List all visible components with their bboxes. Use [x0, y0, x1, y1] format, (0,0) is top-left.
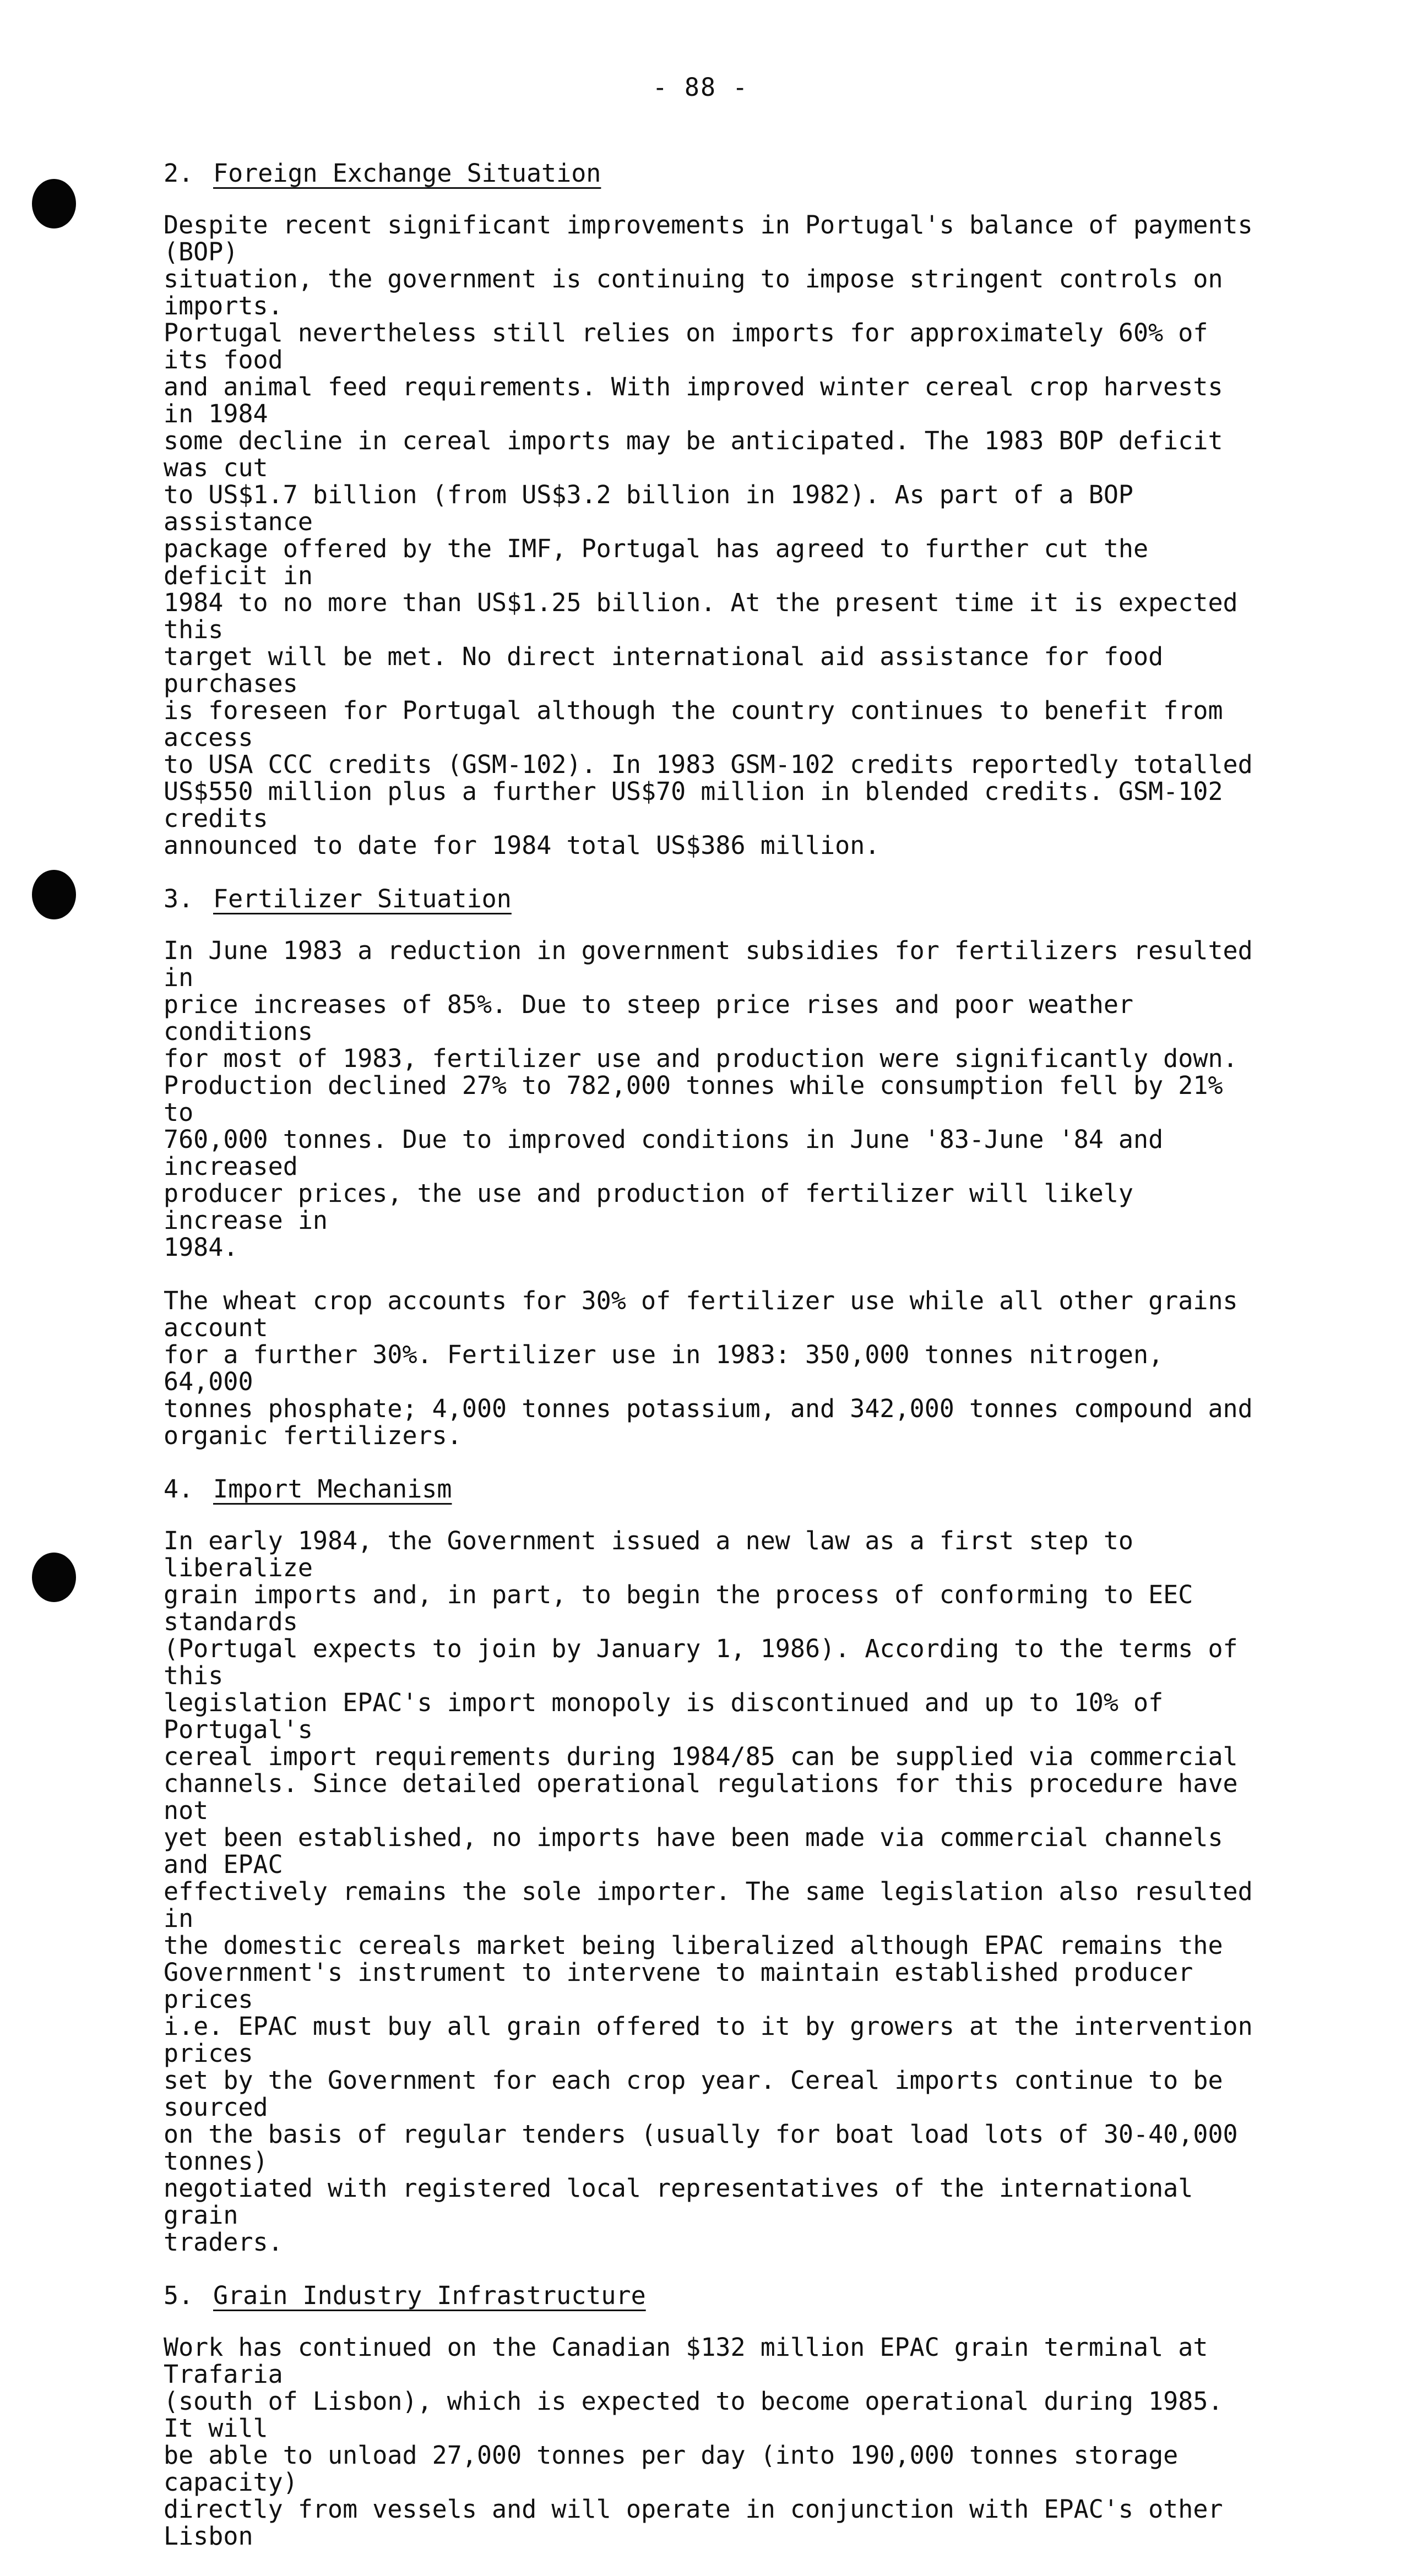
paragraph: Despite recent significant improvements in Portugal's balance of payments (BOP) situation, the government is continuing to impose stringent controls on imports. Portugal nevertheless still relies on imports for approximately 60% of its food and animal feed requirements. With improved winter cereal crop harvests in 1984 some decline in cereal imports may be anticipated. The 1983 BOP deficit was cut to US$1.7 billion (from US$3.2 billion in 1982). As part of a BOP assistance package offered by the IMF, Portugal has agreed to further cut the deficit in 1984 to no more than US$1.25 billion. At the present time it is expected this target will be met. No direct international aid assistance for food purchases is foreseen for Portugal although the country continues to benefit from access to USA CCC credits (GSM-102). In 1983 GSM-102 credits reportedly totalled US$550 million plus a further US$70 million in blended credits. GSM-102 credits announced to date for 1984 total US$386 million. [164, 210, 1253, 860]
section-number: 5. [164, 2281, 194, 2310]
section-title: Grain Industry Infrastructure [213, 2281, 646, 2310]
punch-hole-bottom [32, 1553, 76, 1602]
punch-hole-top [32, 179, 76, 228]
section-grain-infrastructure [164, 2282, 1259, 2550]
section-number: 2. [164, 159, 194, 188]
paragraph: In June 1983 a reduction in government subsidies for fertilizers resulted in price increases of 85%. Due to steep price rises and poor weather conditions for most of 1983, fertilizer use and production were significantly down. Production declined 27% to 782,000 tonnes while consumption fell by 21% to 760,000 tonnes. Due to improved conditions in June '83-June '84 and increased producer prices, the use and production of fertilizer will likely increase in 1984. [164, 936, 1253, 1262]
punch-hole-middle [32, 870, 76, 919]
section-heading [164, 885, 1259, 913]
document-body [164, 160, 1259, 2576]
section-import-mechanism [164, 1475, 1259, 2256]
section-number: 3. [164, 884, 194, 913]
paragraph: The wheat crop accounts for 30% of fertilizer use while all other grains account for a further 30%. Fertilizer use in 1983: 350,000 tonnes nitrogen, 64,000 tonnes phosphate; 4,000 tonnes potassium, and 342,000 tonnes compound and organic fertilizers. [164, 1286, 1253, 1450]
page-number: - 88 - [652, 73, 749, 102]
section-number: 4. [164, 1474, 194, 1504]
paragraph: In early 1984, the Government issued a new law as a first step to liberalize grain imports and, in part, to begin the process of conforming to EEC standards (Portugal expects to join by January 1, 1986). According to the terms of this legislation EPAC's import monopoly is discontinued and up to 10% of Portugal's cereal import requirements during 1984/85 can be supplied via commercial channels. Since detailed operational regulations for this procedure have not yet been established, no imports have been made via commercial channels and EPAC effectively remains the sole importer. The same legislation also resulted in the domestic cereals market being liberalized although EPAC remains the Government's instrument to intervene to maintain established producer prices i.e. EPAC must buy all grain offered to it by growers at the intervention prices set by the Government for each crop year. Cereal imports continue to be sourced on the basis of regular tenders (usually for boat load lots of 30-40,000 tonnes) negotiated with registered local representatives of the international grain traders. [164, 1526, 1253, 2257]
section-title: Fertilizer Situation [213, 884, 512, 913]
section-heading [164, 1475, 1259, 1503]
section-heading [164, 2282, 1259, 2310]
section-title: Import Mechanism [213, 1474, 452, 1504]
section-title: Foreign Exchange Situation [213, 159, 601, 188]
section-foreign-exchange [164, 160, 1259, 859]
paragraph: Work has continued on the Canadian $132 million EPAC grain terminal at Trafaria (south of Lisbon), which is expected to become operational during 1985. It will be able to unload 27,000 tonnes per day (into 190,000 tonnes storage capacity) directly from vessels and will operate in conjunction with EPAC's other Lisbon [164, 2333, 1223, 2551]
section-fertilizer [164, 885, 1259, 1449]
section-heading [164, 160, 1259, 187]
